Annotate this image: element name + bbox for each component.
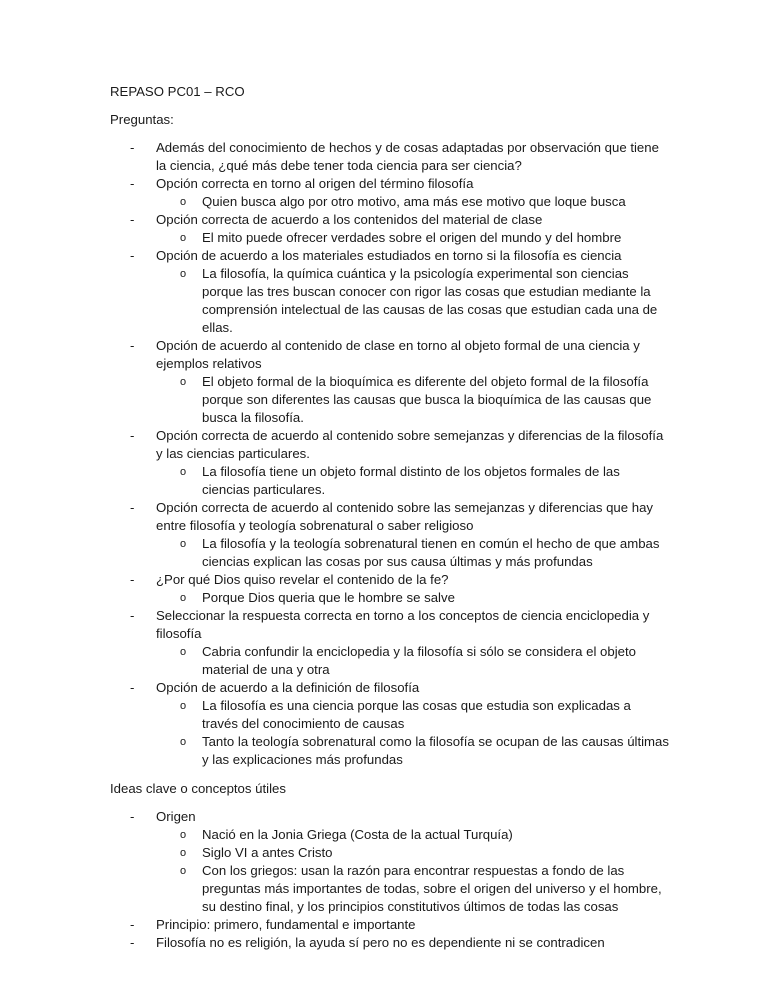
sub-list-item	[156, 826, 670, 844]
sub-list-item	[156, 733, 670, 769]
list-item	[110, 337, 670, 427]
sub-list-item-text: El objeto formal de la bioquímica es diferente del objeto formal de la filosofía porque son diferentes las causas que busca la bioquímica de las causas que busca la filosofía.	[202, 374, 652, 425]
circle-bullet-icon: o	[180, 829, 187, 841]
list-item	[110, 679, 670, 769]
list-item-text: Opción de acuerdo a la definición de filosofía	[156, 680, 420, 695]
sub-list-item-text: Siglo VI a antes Cristo	[202, 845, 333, 860]
sub-list-item	[156, 844, 670, 862]
list-item-text: Opción de acuerdo a los materiales estudiados en torno si la filosofía es ciencia	[156, 248, 622, 263]
circle-bullet-icon: o	[180, 865, 187, 877]
sub-list-item	[156, 862, 670, 916]
list-item	[110, 499, 670, 571]
list-item	[110, 427, 670, 499]
sub-list-item-text: Nació en la Jonia Griega (Costa de la actual Turquía)	[202, 827, 513, 842]
dash-bullet-icon: -	[130, 917, 135, 932]
sub-list-item	[156, 373, 670, 427]
list-item-text: Origen	[156, 809, 196, 824]
dash-bullet-icon: -	[130, 428, 135, 443]
sub-list-item	[156, 589, 670, 607]
dash-bullet-icon: -	[130, 809, 135, 824]
list-item	[110, 175, 670, 211]
sub-list-item-text: Porque Dios queria que le hombre se salve	[202, 590, 455, 605]
circle-bullet-icon: o	[180, 592, 187, 604]
dash-bullet-icon: -	[130, 248, 135, 263]
list-item-text: Opción correcta de acuerdo a los contenidos del material de clase	[156, 212, 543, 227]
circle-bullet-icon: o	[180, 196, 187, 208]
sub-list-item-text: La filosofía, la química cuántica y la psicología experimental son ciencias porque las tres buscan conocer con rigor las cosas que estudian mediante la comprensión intelectual de las causas de las cosas que estudian cada una de ellas.	[202, 266, 658, 335]
list-item	[110, 607, 670, 679]
dash-bullet-icon: -	[130, 680, 135, 695]
dash-bullet-icon: -	[130, 935, 135, 950]
list-item	[110, 934, 670, 952]
dash-bullet-icon: -	[130, 500, 135, 515]
sub-list-item	[156, 697, 670, 733]
list-item-text: Seleccionar la respuesta correcta en torno a los conceptos de ciencia enciclopedia y filosofía	[156, 608, 650, 641]
list-item	[110, 808, 670, 916]
sub-list-item-text: El mito puede ofrecer verdades sobre el origen del mundo y del hombre	[202, 230, 622, 245]
sub-list-item-text: Tanto la teología sobrenatural como la filosofía se ocupan de las causas últimas y las explicaciones más profundas	[202, 734, 669, 767]
dash-bullet-icon: -	[130, 176, 135, 191]
circle-bullet-icon: o	[180, 700, 187, 712]
dash-bullet-icon: -	[130, 608, 135, 623]
list-item-text: Además del conocimiento de hechos y de cosas adaptadas por observación que tiene la ciencia, ¿qué más debe tener toda ciencia para ser ciencia?	[156, 140, 659, 173]
sub-list-item-text: La filosofía es una ciencia porque las cosas que estudia son explicadas a través del conocimiento de causas	[202, 698, 631, 731]
circle-bullet-icon: o	[180, 736, 187, 748]
list-item-text: Opción correcta de acuerdo al contenido sobre semejanzas y diferencias de la filosofía y las ciencias particulares.	[156, 428, 664, 461]
sub-list-item-text: La filosofía y la teología sobrenatural tienen en común el hecho de que ambas ciencias explican las cosas por sus causa últimas y más profundas	[202, 536, 660, 569]
list-item-text: ¿Por qué Dios quiso revelar el contenido de la fe?	[156, 572, 449, 587]
sub-list-item-text: Quien busca algo por otro motivo, ama más ese motivo que loque busca	[202, 194, 626, 209]
section-heading-ideas-clave: Ideas clave o conceptos útiles	[110, 781, 286, 796]
sub-list-item-text: La filosofía tiene un objeto formal distinto de los objetos formales de las ciencias particulares.	[202, 464, 620, 497]
list-item-text: Principio: primero, fundamental e importante	[156, 917, 416, 932]
dash-bullet-icon: -	[130, 212, 135, 227]
sub-list-item-text: Cabria confundir la enciclopedia y la filosofía si sólo se considera el objeto material de una y otra	[202, 644, 636, 677]
list-item	[110, 571, 670, 607]
document-page	[110, 83, 670, 963]
sub-list-item	[156, 643, 670, 679]
circle-bullet-icon: o	[180, 268, 187, 280]
sub-list-item	[156, 265, 670, 337]
list-item	[110, 211, 670, 247]
circle-bullet-icon: o	[180, 466, 187, 478]
sub-list-item-text: Con los griegos: usan la razón para encontrar respuestas a fondo de las preguntas más importantes de todas, sobre el origen del universo y el hombre, su destino final, y los principios constitutivos últimos de todas las cosas	[202, 863, 662, 914]
section-heading-preguntas: Preguntas:	[110, 112, 174, 127]
key-ideas-list	[110, 808, 670, 952]
questions-list	[110, 139, 670, 769]
document-title: REPASO PC01 – RCO	[110, 84, 245, 99]
circle-bullet-icon: o	[180, 232, 187, 244]
dash-bullet-icon: -	[130, 140, 135, 155]
list-item-text: Filosofía no es religión, la ayuda sí pero no es dependiente ni se contradicen	[156, 935, 605, 950]
list-item	[110, 139, 670, 175]
list-item-text: Opción correcta de acuerdo al contenido sobre las semejanzas y diferencias que hay entre filosofía y teología sobrenatural o saber religioso	[156, 500, 654, 533]
circle-bullet-icon: o	[180, 538, 187, 550]
sub-list-item	[156, 535, 670, 571]
list-item-text: Opción de acuerdo al contenido de clase en torno al objeto formal de una ciencia y ejemplos relativos	[156, 338, 640, 371]
dash-bullet-icon: -	[130, 338, 135, 353]
list-item	[110, 916, 670, 934]
circle-bullet-icon: o	[180, 376, 187, 388]
list-item	[110, 247, 670, 337]
list-item-text: Opción correcta en torno al origen del término filosofía	[156, 176, 474, 191]
dash-bullet-icon: -	[130, 572, 135, 587]
circle-bullet-icon: o	[180, 646, 187, 658]
sub-list-item	[156, 463, 670, 499]
sub-list-item	[156, 229, 670, 247]
sub-list-item	[156, 193, 670, 211]
circle-bullet-icon: o	[180, 847, 187, 859]
